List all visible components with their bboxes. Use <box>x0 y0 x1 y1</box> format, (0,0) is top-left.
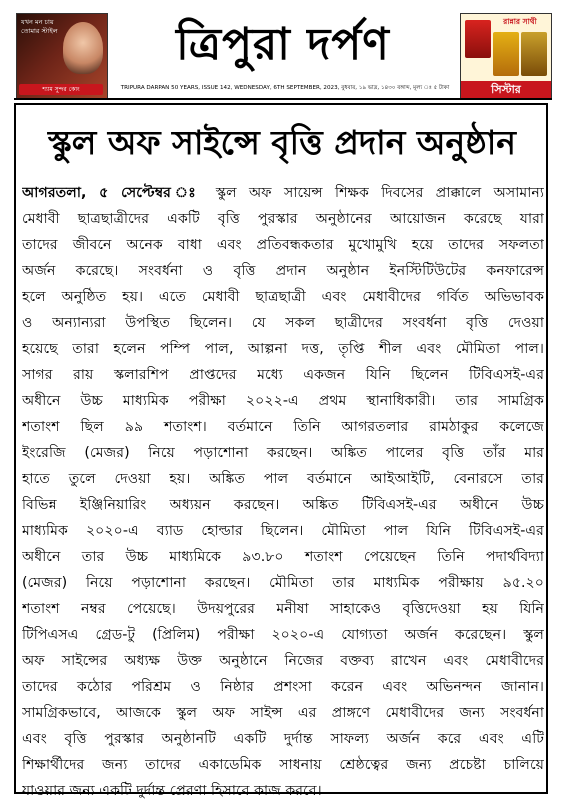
article-line: শিক্ষার্থীদের জন্য তাদের একাডেমিক সাধনায় শ্রেষ্ঠত্বের জন্য প্রচেষ্টা চালিয়ে <box>22 757 544 773</box>
article-line: যাওয়ার জন্য একটি দুর্দান্ত প্রেরণা হিসাবে কাজ করবে। <box>22 783 322 799</box>
ad-right-slogan: রান্নার সাথী <box>503 17 537 26</box>
article-line: শতাংশ ছিল ৯৯ শতাংশ। বর্তমানে তিনি আগরতলার রামঠাকুর কলেজে <box>22 419 544 435</box>
issue-line: TRIPURA DARPAN 50 YEARS, ISSUE 142, WEDNESDAY, 6TH SEPTEMBER, 2023, বুধবার, ১৯ ভাদ্র, ১৪৩০ বঙ্গাব্দ, মূল্য ঃ ৫ টাকা <box>120 85 450 91</box>
article-line: তাদের কঠোর পরিশ্রম ও নিষ্ঠার প্রশংসা করেন এবং অভিনন্দন জানান। <box>22 679 544 695</box>
article-line: হয়েছে তারা হলেন পম্পি পাল, আল্পনা দত্ত, তৃপ্তি শীল এবং মৌমিতা পাল। <box>22 341 544 357</box>
article-line: মেধাবী ছাত্রছাত্রীদের একটি বৃত্তি পুরস্কার অনুষ্ঠানের আয়োজন করেছে যারা <box>22 211 544 227</box>
advertisement-right[interactable] <box>460 13 552 100</box>
article-line: হাতে তুলে দেওয়া হয়। অঙ্কিত পাল বর্তমানে আইআইটি, বেনারসে তার <box>22 471 544 487</box>
article-line: সামগ্রিকভাবে, আজকে স্কুল অফ সাইন্স এর প্রাঙ্গণে মেধাবীদের জন্য সংবর্ধনা <box>22 705 544 721</box>
product-pack-image <box>493 32 519 76</box>
article-line: তাদের জীবনে অনেক বাধা এবং প্রতিবন্ধকতার মুখোমুখি হয়ে তাদের সফলতা <box>22 237 544 253</box>
article-line: ইংরেজি (মেজর) নিয়ে পড়াশোনা করছেন। অঙ্কিত পালের বৃত্তি তাঁর মার <box>22 445 544 461</box>
article-body <box>22 180 544 799</box>
article-line: বিভিন্ন ইঞ্জিনিয়ারিং অধ্যয়ন করছেন। অঙ্কিত টিবিএসই-এর অধীনে উচ্চ <box>22 497 544 513</box>
ad-left-brand: শ্যাম সুন্দর কোং <box>19 84 103 95</box>
article-line: ও অন্যান্যরা উপস্থিত ছিলেন। যে সকল ছাত্রীদের সংবর্ধনা বৃত্তি দেওয়া <box>22 315 544 331</box>
article-line-text: স্কুল অফ সায়েন্স শিক্ষক দিবসের প্রাক্কালে অসামান্য <box>215 185 544 201</box>
article-line: (মেজর) নিয়ে পড়াশোনা করছেন। মৌমিতা তার মাধ্যমিক পরীক্ষায় ৯৫.২০ <box>22 575 544 591</box>
article-line: এবং বৃত্তি পুরস্কার অনুষ্ঠানটি একটি দুর্দান্ত সাফল্য অর্জন করে এবং এটি <box>22 731 544 747</box>
article-line: অধীনে উচ্চ মাধ্যমিক পরীক্ষা ২০২২-এ প্রথম স্থানাধিকারী। তার সামগ্রিক <box>22 393 544 409</box>
article-line: টিপিএসএ গ্রেড-টু (প্রিলিম) পরীক্ষা ২০২০-এ যোগ্যতা অর্জন করেছেন। স্কুল <box>22 627 544 643</box>
article-line <box>22 180 544 206</box>
ad-left-tagline: যখন মন চায় তোমার স্টাইল <box>21 18 58 35</box>
header-divider <box>14 98 552 100</box>
article-headline: স্কুল অফ সাইন্সে বৃত্তি প্রদান অনুষ্ঠান <box>48 123 516 162</box>
model-photo <box>63 22 103 74</box>
dateline: আগরতলা, ৫ সেপ্টেম্বর ঃ <box>22 185 204 201</box>
article-line: মাধ্যমিক ২০২০-এ ব্যাড হোল্ডার ছিলেন। মৌমিতা পাল যিনি টিবিএসই-এর <box>22 523 544 539</box>
article-line: সাগর রায় স্কলারশিপ প্রাপ্তদের মধ্যে একজন যিনি ছিলেন টিবিএসই-এর <box>22 367 544 383</box>
article-line: অর্জন করেছে। সংবর্ধনা ও বৃত্তি প্রদান অনুষ্ঠান ইনস্টিটিউটের কনফারেন্স <box>22 263 544 279</box>
ad-right-brand: সিস্টার <box>461 81 551 99</box>
product-pack-image <box>465 20 491 58</box>
advertisement-left[interactable] <box>16 13 108 100</box>
newspaper-header <box>0 0 566 100</box>
product-pack-image <box>521 32 547 76</box>
article-line: হলে অনুষ্ঠিত হয়। এতে মেধাবী ছাত্রছাত্রী এবং মেধাবীদের গর্বিত অভিভাবক <box>22 289 544 305</box>
article-line: শতাংশ নম্বর পেয়েছে। উদয়পুরের মনীষা সাহাকেও বৃত্তিদেওয়া হয় যিনি <box>22 601 544 617</box>
article-line: অধীনে তার উচ্চ মাধ্যমিকে ৯৩.৮০ শতাংশ পেয়েছেন তিনি পদার্থবিদ্যা <box>22 549 544 565</box>
masthead: ত্রিপুরা দর্পণ <box>176 19 390 70</box>
article-line: অফ সাইন্সের অধ্যক্ষ উক্ত অনুষ্ঠানে নিজের বক্তব্য রাখেন এবং মেধাবীদের <box>22 653 544 669</box>
